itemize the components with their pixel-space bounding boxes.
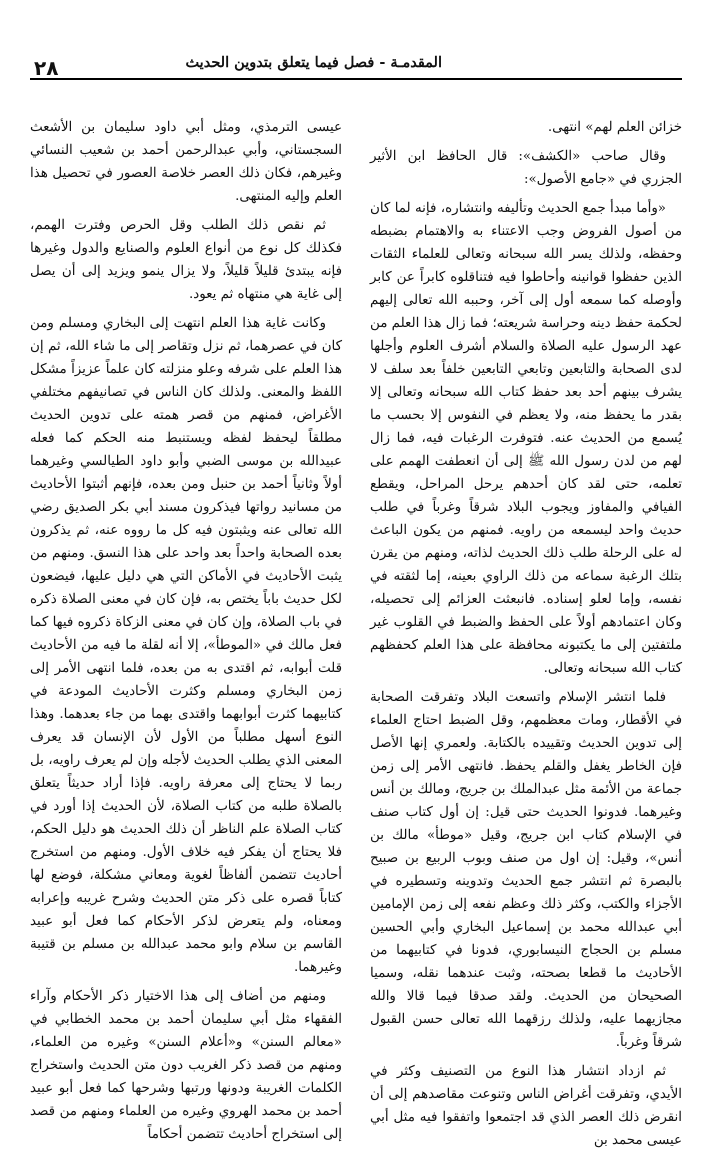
running-title: المقدمـة - فصل فيما يتعلق بتدوين الحديث (185, 54, 442, 71)
paragraph: خزائن العلم لهم» انتهى. (547, 120, 682, 135)
paragraph: وقال صاحب «الكشف»: قال الحافظ ابن الأثير الجزري في «جامع الأصول»: (370, 149, 682, 187)
left-column (30, 116, 342, 1142)
paragraph: فلما انتشر الإسلام واتسعت البلاد وتفرقت الصحابة في الأقطار، ومات معظمهم، وقل الضبط احتاج العلماء إلى تدوين الحديث وتقييده بالكتابة. ولعمري إنها الأصل فإن الخاطر يغفل والقلم يحفظ. فانتهى الأمر إلى زمن جماعة من الأئمة مثل عبدالملك بن جريج، ومالك بن أنس وغيرهما. فدونوا الحديث حتى قيل: إن أول كتاب صنف في الإسلام كتاب ابن جريج، وقيل «موطأ» مالك بن أنس»، وقيل: إن اول من صنف وبوب الربيع بن صبيح بالبصرة ثم انتشر جمع الحديث وتدوينه وتسطيره في الأجزاء والكتب، وكثر ذلك وعظم نفعه إلى زمن الإمامين أبي عبدالله محمد بن إسماعيل البخاري وأبي الحسين مسلم بن الحجاج النيسابوري، فدونا في كتابيهما من الأحاديث ما قطعا بصحته، وثبت عندهما نقله، وسميا الصحيحان من الحديث. ولقد صدقا فيما قالا والله مجازيهما عليه، ولذلك رزقهما الله تعالى حسن القبول شرقاً وغرباً. (370, 690, 682, 1050)
page-number: ٢٨ (34, 56, 59, 80)
paragraph: عيسى الترمذي، ومثل أبي داود سليمان بن الأشعث السجستاني، وأبي عبدالرحمن أحمد بن شعيب النسائي وغيرهم، فكان ذلك العصر خلاصة العصور في تحصيل هذا العلم وإليه المنتهى. (30, 120, 342, 204)
right-column (370, 116, 682, 1148)
page-header (30, 44, 682, 80)
paragraph: «وأما مبدأ جمع الحديث وتأليفه وانتشاره، فإنه لما كان من أصول الفروض وجب الاعتناء به والاهتمام بضبطه وحفظه، ولذلك يسر الله سبحانه وتعالى للعلماء الثقات الذين حفظوا قوانينه وأحاطوا فيه فتناقلوه كابراً عن كابر وأوصله كما سمعه أول إلى آخر، وحببه الله تعالى إليهم لحكمة حفظ دينه وحراسة شريعته؛ فما زال هذا العلم من عهد الرسول عليه الصلاة والسلام أشرف العلوم وأجلها لدى الصحابة والتابعين وتابعي التابعين خلفاً بعد سلف لا يشرف بينهم أحد بعد حفظ كتاب الله سبحانه وتعالى إلا بقدر ما يحفظ منه، ولا يعظم في النفوس إلا بحسب ما يُسمع من الحديث عنه. فتوفرت الرغبات فيه، فما زال لهم من لدن رسول الله ﷺ إلى أن انعطفت الهمم على تعلمه، حتى لقد كان أحدهم يرحل المراحل، ويقطع الفيافي والمفاوز ويجوب البلاد شرقاً وغرباً في طلب حديث واحد ليسمعه من راويه. فمنهم من يكون الباعث له على الرحلة طلب ذلك الحديث لذاته، ومنهم من يقرن بتلك الرغبة سماعه من ذلك الراوي بعينه، إما لثقته في نفسه، وإما لعلو إسناده. فانبعثت العزائم إلى تحصيله، وكان اعتمادهم أولاً على الحفظ والضبط في القلوب غير ملتفتين إلى ما يكتبونه محافظة على هذا العلم كحفظهم كتاب الله سبحانه وتعالى. (370, 201, 682, 676)
paragraph: وكانت غاية هذا العلم انتهت إلى البخاري ومسلم ومن كان في عصرهما، ثم نزل وتقاصر إلى ما شاء الله، ثم إن هذا العلم على شرفه وعلو منزلته كان علماً عزيزاً مشكل اللفظ والمعنى. ولذلك كان الناس في تصانيفهم مختلفي الأغراض، فمنهم من قصر همته على تدوين الحديث مطلقاً ليحفظ لفظه ويستنبط منه الحكم كما فعله عبيدالله بن موسى الضبي وأبو داود الطيالسي وغيرهما أولاً وثانياً أحمد بن حنبل ومن بعده، فإنهم أثبتوا الأحاديث من مسانيد رواتها فيذكرون مسند أبي بكر الصديق رضي الله تعالى عنه ويثبتون فيه كل ما رووه عنه، ثم يذكرون بعده الصحابة واحداً بعد واحد على هذا النسق. ومنهم من يثبت الأحاديث في الأماكن التي هي دليل عليها، فيضعون لكل حديث باباً يختص به، فإن كان في معنى الصلاة ذكره في باب الصلاة، وإن كان في معنى الزكاة ذكروه فيها كما فعل مالك في «الموطأ»، إلا أنه لقلة ما فيه من الأحاديث قلت أبوابه، ثم اقتدى به من بعده، فلما انتهى الأمر إلى زمن البخاري ومسلم وكثرت الأحاديث المودعة في كتابيهما كثرت أبوابهما واقتدى بهما من جاء بعدهما. وهذا النوع أسهل مطلباً من الأول لأن الإنسان قد يعرف المعنى الذي يطلب الحديث لأجله وإن لم يعرف راويه، بل ربما لا يحتاج إلى معرفة راويه. فإذا أراد حديثاً يتعلق بالصلاة طلبه من كتاب الصلاة، لأن الحديث إذا أورد في كتاب الصلاة علم الناظر أن ذلك الحديث هو دليل الحكم، فلا يحتاج أن يفكر فيه خلاف الأول. ومنهم من استخرج أحاديث تتضمن ألفاظاً لغوية ومعاني مشكلة، فوضع لها كتاباً قصره على ذكر متن الحديث وشرح غريبه وإعرابه ومعناه، ولم يتعرض لذكر الأحكام كما فعل أبو عبيد القاسم بن سلام وابو محمد عبدالله بن مسلم بن قتيبة وغيرهما. (30, 316, 342, 975)
paragraph: ومنهم من أضاف إلى هذا الاختيار ذكر الأحكام وآراء الفقهاء مثل أبي سليمان أحمد بن محمد الخطابي في «معالم السنن» و«أعلام السنن» وغيره من العلماء، ومنهم من قصد ذكر الغريب دون متن الحديث واستخراج الكلمات الغريبة ودونها ورتبها وشرحها كما فعل أبو عبيد أحمد بن محمد الهروي وغيره من العلماء ومنهم من قصد إلى استخراج أحاديث تتضمن أحكاماً (30, 989, 342, 1142)
paragraph: ثم نقص ذلك الطلب وقل الحرص وفترت الهمم، فكذلك كل نوع من أنواع العلوم والصنايع والدول وغيرها فإنه يبتدئ قليلاً قليلاً، ولا يزال ينمو ويزيد إلى أن يصل إلى غاية هي منتهاه ثم يعود. (30, 218, 342, 302)
paragraph: ثم ازداد انتشار هذا النوع من التصنيف وكثر في الأيدي، وتفرقت أغراض الناس وتنوعت مقاصدهم إلى أن انقرض ذلك العصر الذي قد اجتمعوا واتفقوا فيه مثل أبي عيسى محمد بن (370, 1064, 682, 1148)
